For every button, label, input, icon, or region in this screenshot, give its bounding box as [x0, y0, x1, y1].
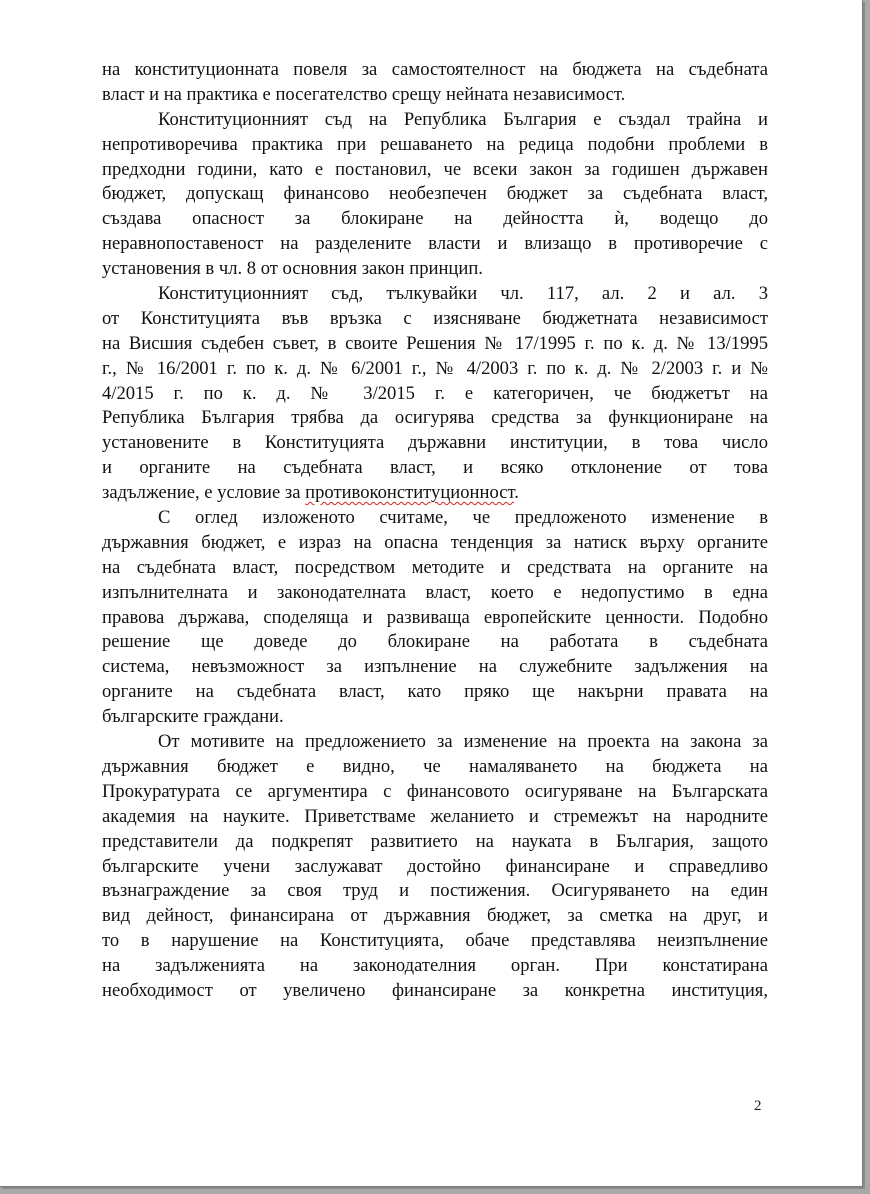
text-line: българските учени заслужават достойно финансиране и справедливо — [102, 855, 768, 877]
text-line: правова държава, споделяща и развиваща европейските ценности. Подобно — [102, 606, 768, 628]
page-number: 2 — [754, 1098, 762, 1114]
text-line: непротиворечива практика при решаването на редица подобни проблеми в — [102, 133, 768, 155]
text-line: установения в чл. 8 от основния закон принцип. — [102, 258, 483, 280]
text-line: бюджет, допускащ финансово необезпечен бюджет за съдебната власт, — [102, 183, 768, 205]
spellcheck-underlined-word[interactable]: противоконституционност — [305, 482, 515, 504]
text-line: възнаграждение за своя труд и постижения. Осигуряването на един — [102, 880, 768, 902]
text-line: създава опасност за блокиране на дейността ѝ, водещо до — [102, 208, 768, 230]
text-line: Конституционният съд на Република България е създал трайна и — [158, 108, 768, 130]
text-line: органите на съдебната власт, като пряко ще накърни правата на — [102, 681, 768, 703]
text-line-end: . — [514, 482, 519, 504]
text-line: неравнопоставеност на разделените власти и влизащо в противоречие с — [102, 233, 768, 255]
text-line: българските граждани. — [102, 706, 284, 728]
text-line: на Висшия съдебен съвет, в своите Решения № 17/1995 г. по к. д. № 13/1995 — [102, 332, 768, 354]
text-line: От мотивите на предложението за изменение на проекта на закона за — [158, 731, 768, 753]
text-line: на задълженията на законодателния орган. При констатирана — [102, 955, 768, 977]
text-line: на съдебната власт, посредством методите и средствата на органите на — [102, 556, 768, 578]
text-line: и органите на съдебната власт, и всяко отклонение от това — [102, 457, 768, 479]
text-line: държавния бюджет е видно, че намаляването на бюджета на — [102, 755, 768, 777]
text-line: Конституционният съд, тълкувайки чл. 117, ал. 2 и ал. 3 — [158, 283, 768, 305]
text-line: установените в Конституцията държавни институции, в това число — [102, 432, 768, 454]
text-line-start: задължение, е условие за — [102, 482, 306, 504]
text-line: решение ще доведе до блокиране на работата в съдебната — [102, 631, 768, 653]
text-line: Република България трябва да осигурява средства за функциониране на — [102, 407, 768, 429]
text-line — [102, 481, 768, 506]
text-line: то в нарушение на Конституцията, обаче представлява неизпълнение — [102, 930, 768, 952]
text-line: държавния бюджет, е израз на опасна тенденция за натиск върху органите — [102, 531, 768, 553]
text-line: академия на науките. Приветстваме желанието и стремежът на народните — [102, 805, 768, 827]
text-line: необходимост от увеличено финансиране за конкретна институция, — [102, 979, 768, 1001]
text-line: изпълнителната и законодателната власт, което е недопустимо в една — [102, 581, 768, 603]
document-body — [102, 58, 768, 1004]
text-line: на конституционната повеля за самостоятелност на бюджета на съдебната — [102, 59, 768, 80]
text-line: г., № 16/2001 г. по к. д. № 6/2001 г., № 4/2003 г. по к. д. № 2/2003 г. и № — [102, 357, 768, 379]
text-line: предходни години, като е постановил, че всеки закон за годишен държавен — [102, 158, 768, 180]
text-line: система, невъзможност за изпълнение на служебните задължения на — [102, 656, 768, 678]
text-line: от Конституцията във връзка с изясняване бюджетната независимост — [102, 307, 768, 329]
text-line: 4/2015 г. по к. д. № 3/2015 г. е категоричен, че бюджетът на — [102, 382, 768, 404]
text-line: власт и на практика е посегателство срещу нейната независимост. — [102, 83, 626, 105]
text-line: Прокуратурата се аргументира с финансовото осигуряване на Българската — [102, 780, 768, 802]
text-line: вид дейност, финансирана от държавния бюджет, за сметка на друг, и — [102, 905, 768, 927]
text-line: представители да подкрепят развитието на науката в България, защото — [102, 830, 768, 852]
text-line: С оглед изложеното считаме, че предложеното изменение в — [158, 507, 768, 529]
